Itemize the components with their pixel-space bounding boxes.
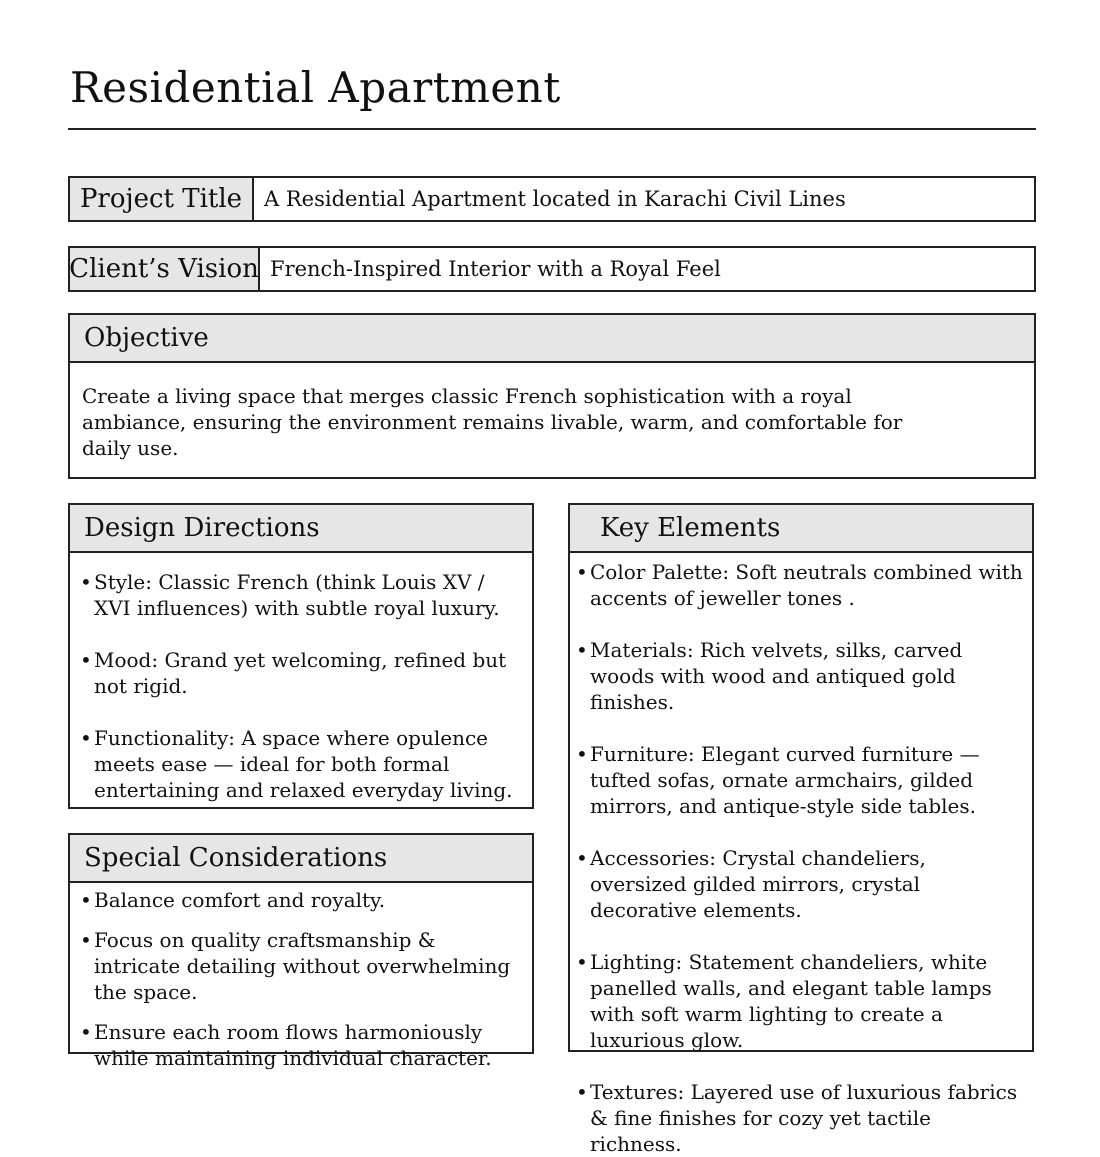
design-directions-heading: Design Directions bbox=[70, 505, 532, 553]
page-title: Residential Apartment bbox=[70, 63, 561, 112]
list-item: • Focus on quality craftsmanship & intricate detailing without overwhelming the space. bbox=[80, 927, 526, 1005]
objective-section bbox=[68, 313, 1036, 479]
client-vision-row bbox=[68, 246, 1036, 292]
list-item: • Accessories: Crystal chandeliers, oversized gilded mirrors, crystal decorative elements. bbox=[576, 845, 1026, 923]
objective-text: Create a living space that merges classic French sophistication with a royal ambiance, ensuring the environment remains livable, warm, and comfortable for daily use. bbox=[82, 384, 903, 460]
special-considerations-section bbox=[68, 833, 534, 1070]
client-vision-value: French-Inspired Interior with a Royal Feel bbox=[270, 257, 721, 281]
key-elements-list bbox=[576, 559, 1026, 1157]
project-title-label: Project Title bbox=[70, 178, 254, 220]
list-item: • Color Palette: Soft neutrals combined with accents of jeweller tones . bbox=[576, 559, 1026, 611]
design-directions-list bbox=[80, 569, 526, 803]
project-title-value: A Residential Apartment located in Karachi Civil Lines bbox=[264, 187, 846, 211]
list-item: • Materials: Rich velvets, silks, carved woods with wood and antiqued gold finishes. bbox=[576, 637, 1026, 715]
list-item: • Textures: Layered use of luxurious fabrics & fine finishes for cozy yet tactile richness. bbox=[576, 1079, 1026, 1157]
list-item: • Ensure each room flows harmoniously while maintaining individual character. bbox=[80, 1019, 526, 1071]
title-divider bbox=[68, 128, 1036, 130]
client-vision-label: Client’s Vision bbox=[70, 248, 260, 290]
list-item: • Style: Classic French (think Louis XV / XVI influences) with subtle royal luxury. bbox=[80, 569, 526, 621]
key-elements-heading: Key Elements bbox=[570, 505, 1032, 553]
list-item: • Mood: Grand yet welcoming, refined but not rigid. bbox=[80, 647, 526, 699]
list-item: • Balance comfort and royalty. bbox=[80, 887, 526, 913]
objective-heading: Objective bbox=[70, 315, 1034, 363]
special-considerations-heading: Special Considerations bbox=[70, 835, 532, 883]
list-item: • Furniture: Elegant curved furniture — tufted sofas, ornate armchairs, gilded mirrors, and antique-style side tables. bbox=[576, 741, 1026, 819]
design-directions-section bbox=[68, 503, 534, 809]
list-item: • Functionality: A space where opulence meets ease — ideal for both formal entertaining and relaxed everyday living. bbox=[80, 725, 526, 803]
list-item: • Lighting: Statement chandeliers, white panelled walls, and elegant table lamps with soft warm lighting to create a luxurious glow. bbox=[576, 949, 1026, 1053]
key-elements-section bbox=[568, 503, 1034, 1156]
special-considerations-list bbox=[80, 887, 526, 1071]
project-title-row bbox=[68, 176, 1036, 222]
